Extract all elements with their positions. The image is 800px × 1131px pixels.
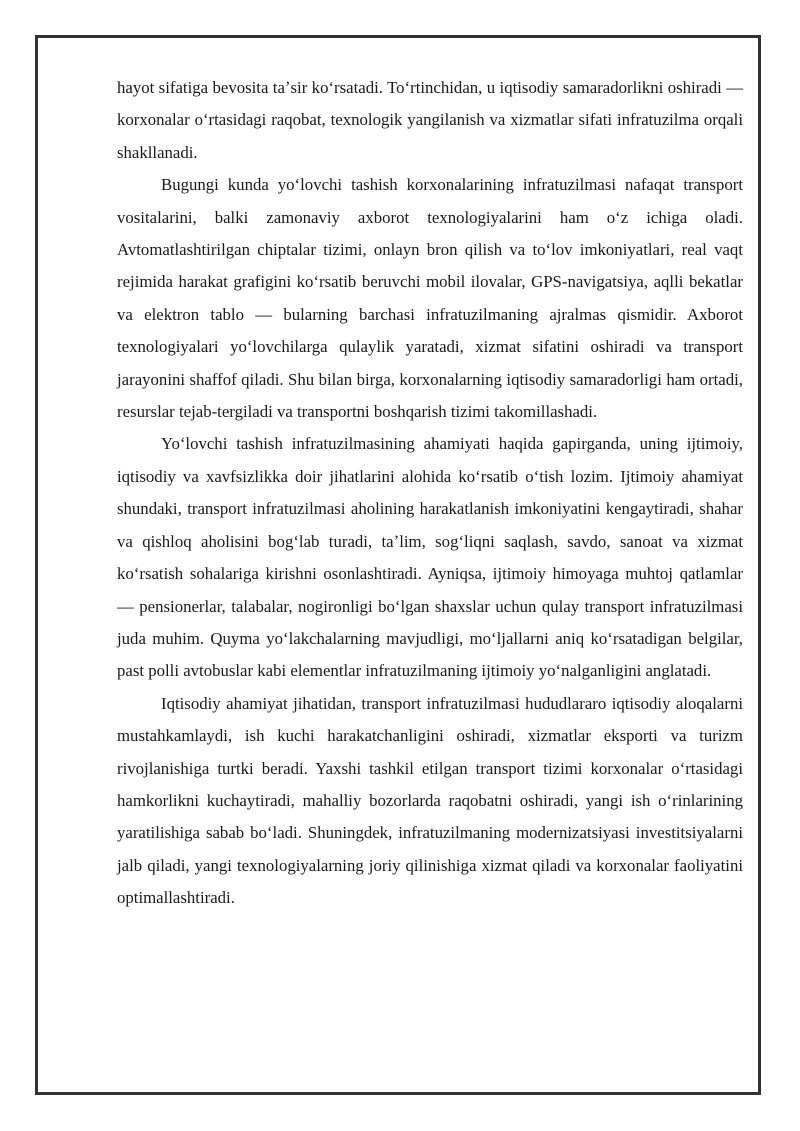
paragraph-social-importance: Yoʻlovchi tashish infratuzilmasining ahamiyati haqida gapirganda, uning ijtimoiy, iqtisodiy va xavfsizlikka doir jihatlarini alohida koʻrsatib oʻtish lozim. Ijtimoiy ahamiyat shundaki, transport infratuzilmasi aholining harakatlanish imkoniyatini kengaytiradi, shahar va qishloq aholisini bogʻlab turadi, taʼlim, sogʻliqni saqlash, savdo, sanoat va xizmat koʻrsatish sohalariga kirishni osonlashtiradi. Ayniqsa, ijtimoiy himoyaga muhtoj qatlamlar — pensionerlar, talabalar, nogironligi boʻlgan shaxslar uchun qulay transport infratuzilmasi juda muhim. Quyma yoʻlakchalarning mavjudligi, moʻljallarni aniq koʻrsatadigan belgilar, past polli avtobuslar kabi elementlar infratuzilmaning ijtimoiy yoʻnalganligini anglatadi. bbox=[117, 434, 743, 681]
paragraph-infrastructure-technologies: Bugungi kunda yoʻlovchi tashish korxonalarining infratuzilmasi nafaqat transport vositalarini, balki zamonaviy axborot texnologiyalarini ham oʻz ichiga oladi. Avtomatlashtirilgan chiptalar tizimi, onlayn bron qilish va toʻlov imkoniyatlari, real vaqt rejimida harakat grafigini koʻrsatib beruvchi mobil ilovalar, GPS-navigatsiya, aqlli bekatlar va elektron tablo — bularning barchasi infratuzilmaning ajralmas qismidir. Axborot texnologiyalari yoʻlovchilarga qulaylik yaratadi, xizmat sifatini oshiradi va transport jarayonini shaffof qiladi. Shu bilan birga, korxonalarning iqtisodiy samaradorligi ham ortadi, resurslar tejab-tergiladi va transportni boshqarish tizimi takomillashadi. bbox=[117, 175, 743, 422]
paragraph-economic-importance: Iqtisodiy ahamiyat jihatidan, transport infratuzilmasi hududlararo iqtisodiy aloqalarni mustahkamlaydi, ish kuchi harakatchanligini oshiradi, xizmatlar eksporti va turizm rivojlanishiga turtki beradi. Yaxshi tashkil etilgan transport tizimi korxonalar oʻrtasidagi hamkorlikni kuchaytiradi, mahalliy bozorlarda raqobatni oshiradi, yangi ish oʻrinlarining yaratilishiga sabab boʻladi. Shuningdek, infratuzilmaning modernizatsiyasi investitsiyalarni jalb qiladi, yangi texnologiyalarning joriy qilinishiga xizmat qiladi va korxonalar faoliyatini optimallashtiradi. bbox=[117, 693, 743, 908]
paragraph-continuation: hayot sifatiga bevosita taʼsir koʻrsatadi. Toʻrtinchidan, u iqtisodiy samaradorlikni oshiradi — korxonalar oʻrtasidagi raqobat, texnologik yangilanish va xizmatlar sifati infratuzilma orqali shakllanadi. bbox=[117, 78, 743, 162]
document-body bbox=[117, 72, 743, 915]
